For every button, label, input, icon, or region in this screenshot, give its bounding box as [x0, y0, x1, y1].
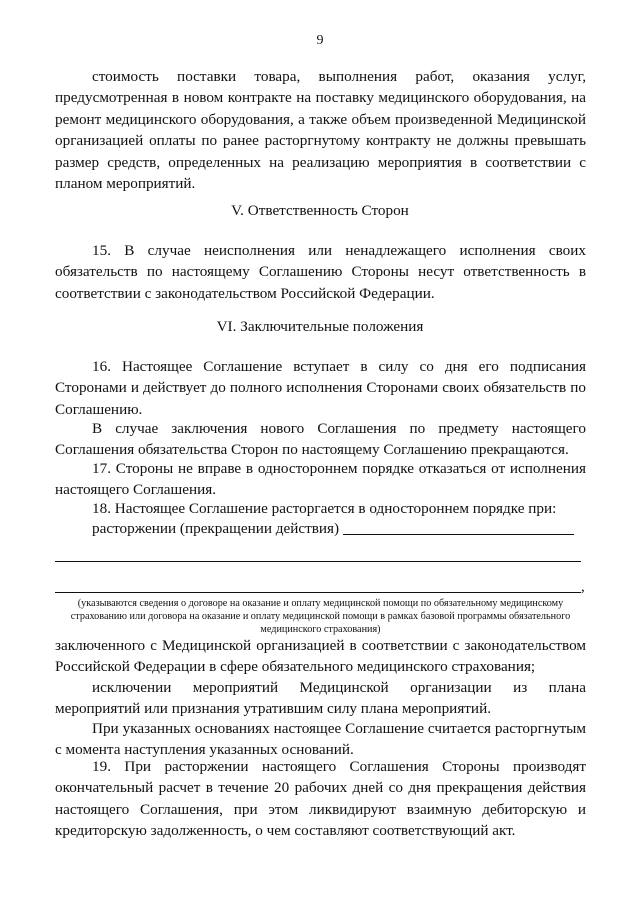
section-5-heading: V. Ответственность Сторон [231, 202, 409, 219]
fill-in-line [55, 592, 581, 593]
paragraph-16: 16. Настоящее Соглашение вступает в силу со дня его подписания Сторонами и действует до полного исполнения Сторонами своих обязательств по Соглашению. [55, 358, 586, 418]
fill-in-line [343, 534, 574, 535]
section-6-heading: VI. Заключительные положения [216, 318, 424, 335]
paragraph-concluded: заключенного с Медицинской организацией в соответствии с законодательством Российской Федерации в сфере обязательного медицинского страхования; [55, 637, 586, 676]
paragraph-grounds: При указанных основаниях настоящее Соглашение считается расторгнутым с момента наступления указанных оснований. [55, 720, 586, 759]
paragraph-exclusion: исключении мероприятий Медицинской организации из плана мероприятий или признания утратившим силу плана мероприятий. [55, 679, 586, 718]
footnote: (указываются сведения о договоре на оказание и оплату медицинской помощи по обязательному медицинскому страхованию или договора на оказание и оплату медицинской помощи в рамках базовой программы обязательного медицинского страхования) [70, 598, 571, 635]
paragraph-18-termination: расторжении (прекращении действия) [92, 520, 340, 537]
paragraph-17: 17. Стороны не вправе в одностороннем порядке отказаться от исполнения настоящего Соглашения. [55, 460, 586, 499]
trailing-comma: , [581, 579, 585, 595]
fill-in-line [55, 561, 581, 562]
paragraph-cost-limit: стоимость поставки товара, выполнения работ, оказания услуг, предусмотренная в новом контракте на поставку медицинского оборудования, на ремонт медицинского оборудования, а также объем произведенной Медицинской организацией оплаты по ранее расторгнутому контракту не должны превышать размер средств, определенных на реализацию мероприятия в соответствии с планом мероприятий. [55, 68, 586, 193]
paragraph-15: 15. В случае неисполнения или ненадлежащего исполнения своих обязательств по настоящему Соглашению Стороны несут ответственность в соответствии с законодательством Российской Федерации. [55, 242, 586, 302]
paragraph-18: 18. Настоящее Соглашение расторгается в одностороннем порядке при: [92, 500, 557, 517]
page-number: 9 [316, 33, 324, 48]
paragraph-16-continuation: В случае заключения нового Соглашения по предмету настоящего Соглашения обязательства Сторон по настоящему Соглашению прекращаются. [55, 420, 586, 459]
paragraph-19: 19. При расторжении настоящего Соглашения Стороны производят окончательный расчет в течение 20 рабочих дней со дня прекращения действия настоящего Соглашения, при этом ликвидируют взаимную дебиторскую и кредиторскую задолженность, о чем составляют соответствующий акт. [55, 758, 586, 840]
